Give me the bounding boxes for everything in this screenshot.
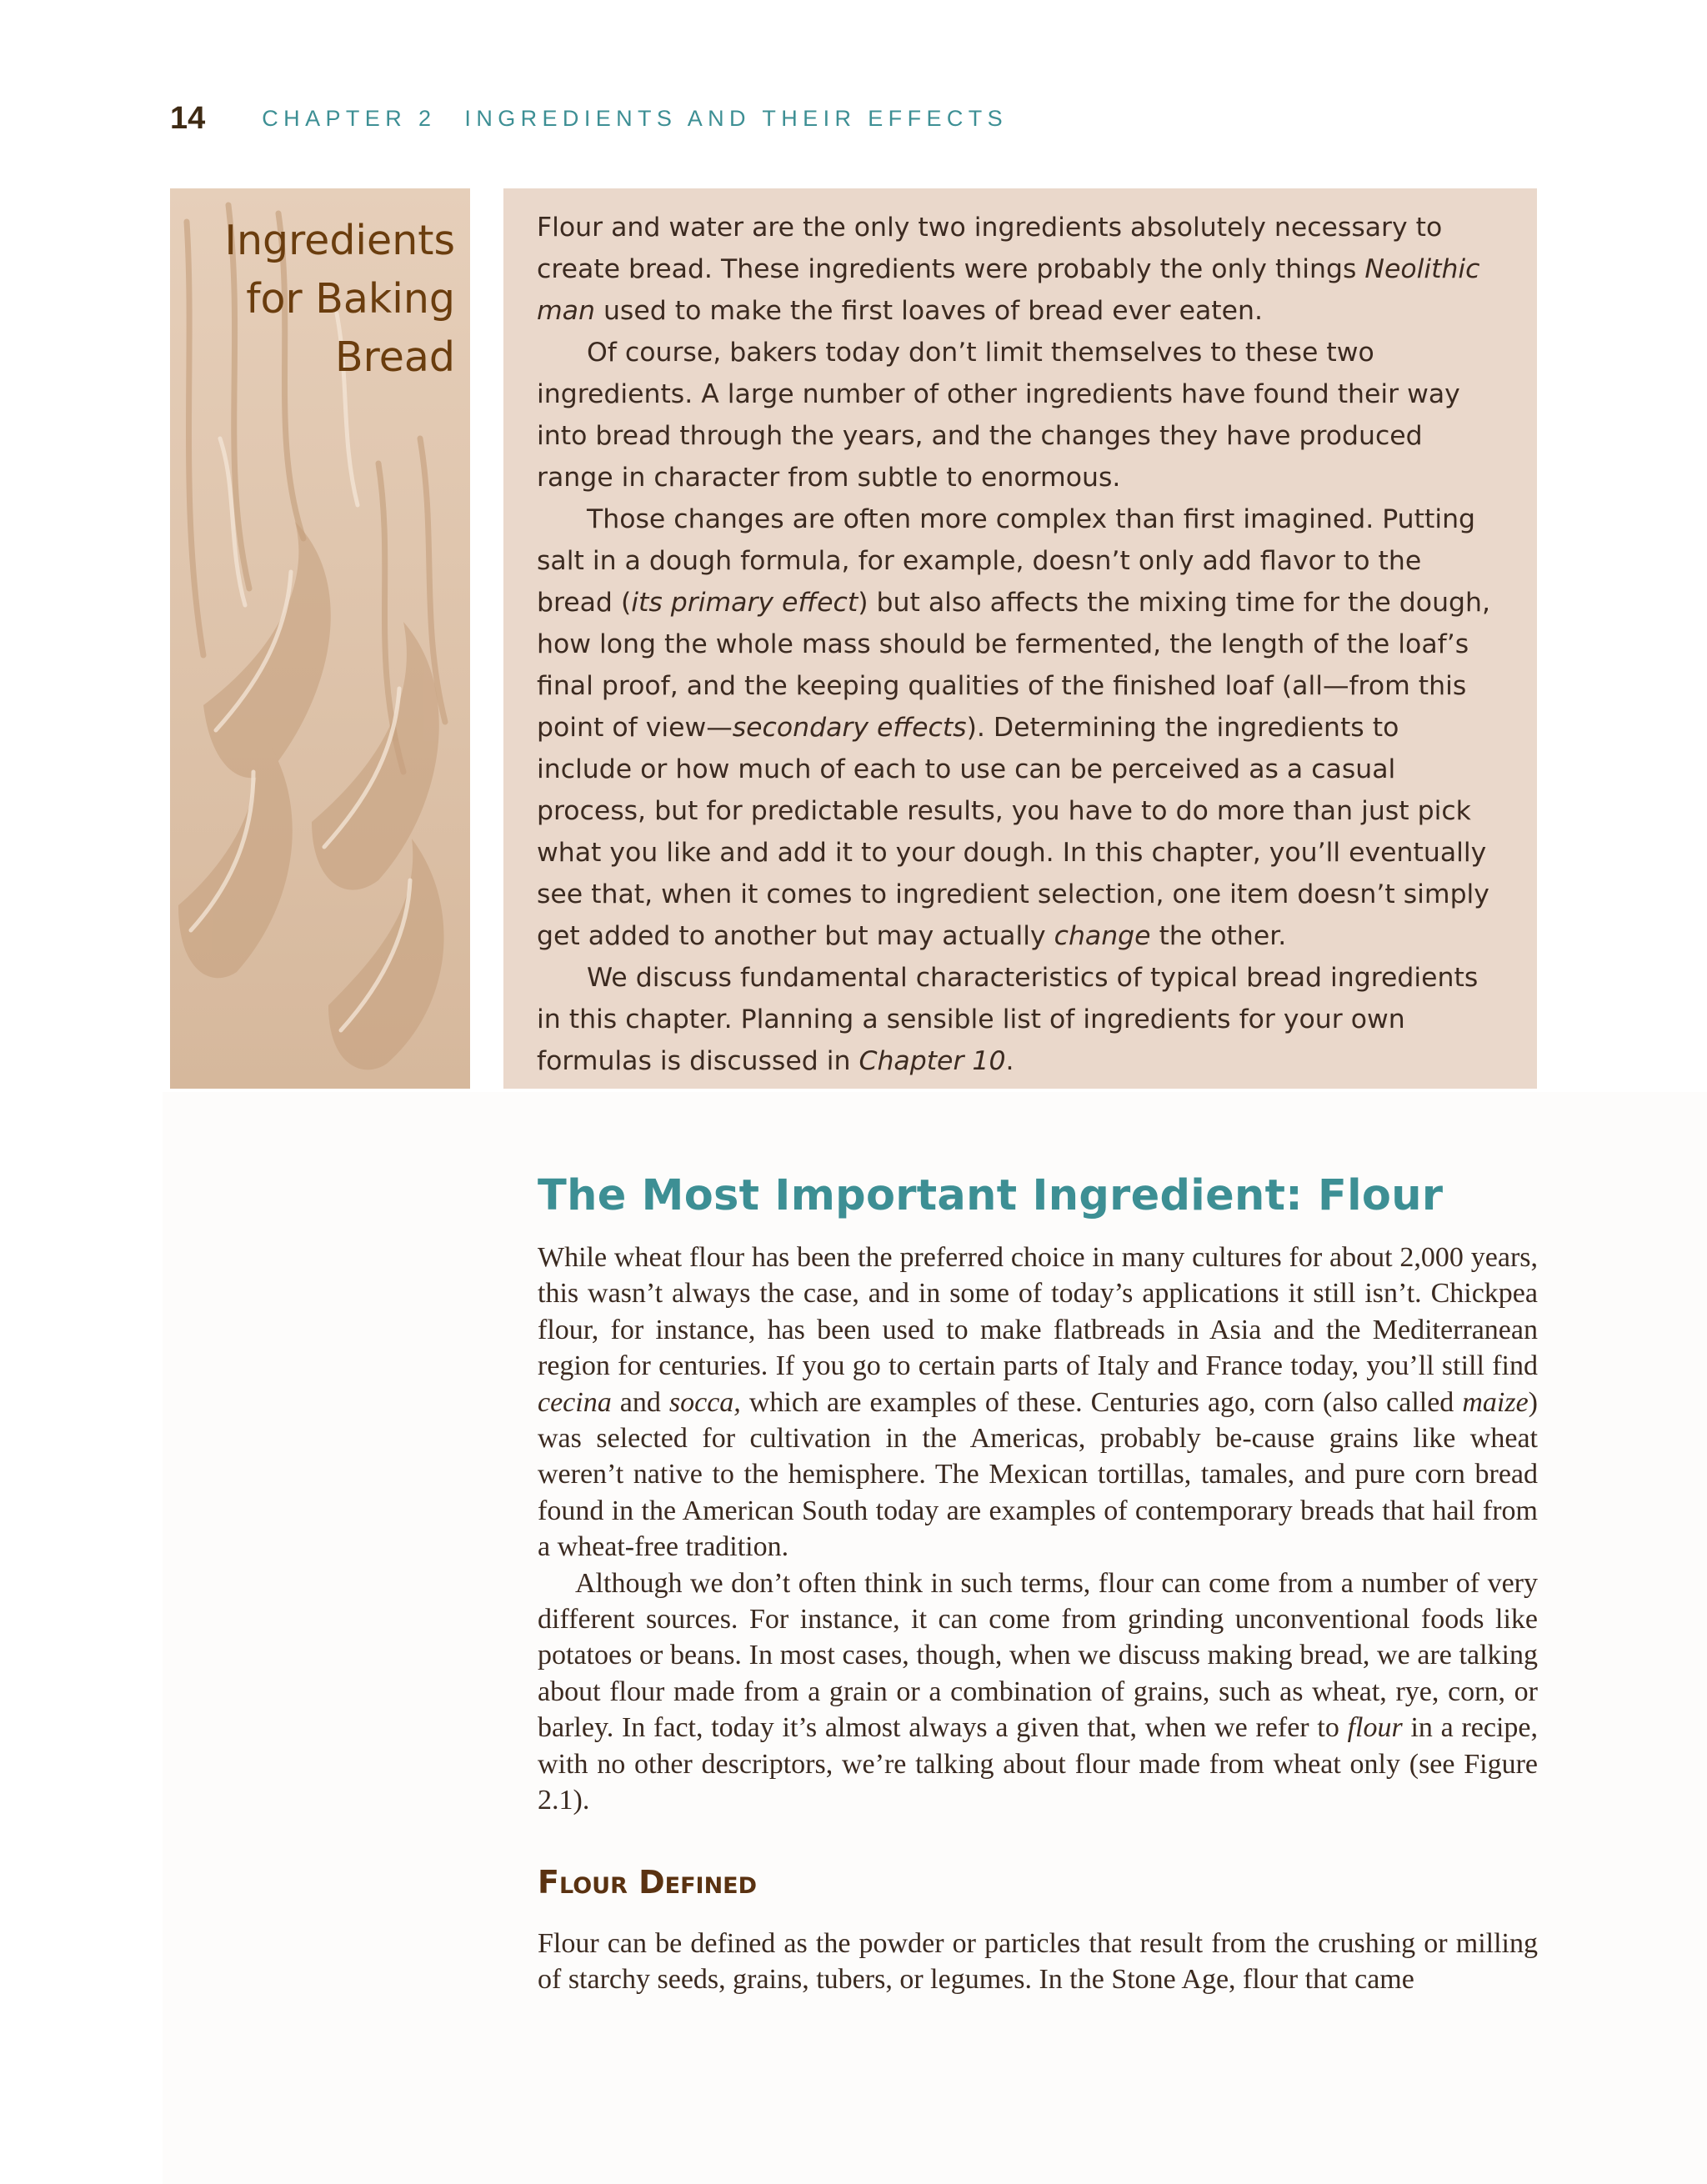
intro-text xyxy=(537,207,1495,1082)
page-number: 14 xyxy=(170,100,206,136)
body-paragraph xyxy=(538,1240,1538,1565)
intro-emphasis: Neolithic man xyxy=(537,254,1480,326)
chapter-label: CHAPTER 2 xyxy=(262,105,437,131)
sidebar-title: Ingredients for Baking Bread xyxy=(224,217,455,381)
intro-emphasis: secondary effects xyxy=(732,713,967,743)
body-text-run: which are examples of these. Centuries ago, corn (also called xyxy=(740,1386,1463,1418)
body-emphasis: socca, xyxy=(668,1386,741,1418)
body-text-run: While wheat flour has been the preferred choice in many cultures for about 2,000 years, this wasn’t always the case, and in some of today’s applications it still isn’t. Chickpea flour, for instance, has been used to make flatbreads in Asia and the Mediterranean region for centuries. If you go to certain parts of Italy and France today, you’ll still find xyxy=(538,1242,1538,1382)
running-header xyxy=(170,93,1008,143)
intro-paragraph xyxy=(537,207,1495,332)
subheading: Flour Defined xyxy=(538,1863,758,1901)
intro-text-run: the other. xyxy=(1150,921,1287,951)
body-emphasis: cecina xyxy=(538,1386,612,1418)
intro-paragraph xyxy=(537,957,1495,1082)
intro-text-run: Those changes are often more complex than first imagined. Putting salt in a dough formula, for example, doesn’t only add flavor to the bread ( xyxy=(537,504,1476,618)
body-paragraph xyxy=(538,1565,1538,1819)
intro-text-run: used to make the first loaves of bread ever eaten. xyxy=(594,296,1263,326)
intro-text-run: Flour and water are the only two ingredients absolutely necessary to create bread. These ingredients were probably the only things xyxy=(537,213,1443,284)
body-text xyxy=(538,1240,1538,1819)
section-heading: The Most Important Ingredient: Flour xyxy=(538,1171,1444,1220)
intro-text-run: We discuss fundamental characteristics of typical bread ingredients in this chapter. Planning a sensible list of ingredients for your own formulas is discussed in xyxy=(537,963,1479,1076)
body-emphasis: maize xyxy=(1462,1386,1529,1418)
intro-text-run: ). Determining the ingredients to include or how much of each to use can be perceived as a casual process, but for predictable results, you have to do more than just pick what you like and add it to your dough. In this chapter, you’ll eventually see that, when it comes to ingredient selection, one item doesn’t simply get added to another but may actually xyxy=(537,713,1489,951)
body-paragraph: Flour can be defined as the powder or particles that result from the crushing or milling of starchy seeds, grains, tubers, or legumes. In the Stone Age, flour that came xyxy=(538,1927,1538,1995)
body-text-run: in a recipe, with no other descriptors, we’re talking about flour made from wheat only (see Figure 2.1). xyxy=(538,1712,1539,1816)
body-text-run: and xyxy=(611,1386,669,1418)
main-column xyxy=(538,1163,1538,1997)
chapter-title: INGREDIENTS AND THEIR EFFECTS xyxy=(464,105,1009,131)
intro-box xyxy=(503,188,1537,1089)
intro-paragraph: Of course, bakers today don’t limit themselves to these two ingredients. A large number of other ingredients have found their way into bread through the years, and the changes they have produced range in character from subtle to enormous. xyxy=(537,338,1460,493)
intro-emphasis: change xyxy=(1054,921,1151,951)
running-head xyxy=(262,106,1008,132)
intro-emphasis: Chapter 10 xyxy=(859,1046,1006,1076)
body-text-2 xyxy=(538,1926,1538,1998)
body-text-run: Although we don’t often think in such terms, flour can come from a number of very different sources. For instance, it can come from grinding unconventional foods like potatoes or beans. In most cases, though, when we discuss making bread, we are talking about flour made from a grain or a combination of grains, such as wheat, rye, corn, or barley. In fact, today it’s almost always a given that, when we refer to xyxy=(538,1567,1538,1744)
body-text-run: ) was selected for cultivation in the Americas, probably be-cause grains like wheat weren’t native to the hemisphere. The Mexican tortillas, tamales, and pure corn bread found in the American South today are examples of contemporary breads that hail from a wheat-free tradition. xyxy=(538,1386,1538,1563)
intro-text-run: ) but also affects the mixing time for the dough, how long the whole mass should be fermented, the length of the loaf’s final proof, and the keeping qualities of the finished loaf (all—from this point of view— xyxy=(537,588,1491,743)
intro-paragraph xyxy=(537,498,1495,957)
intro-emphasis: its primary effect xyxy=(631,588,859,618)
sidebar-panel xyxy=(170,188,470,1089)
body-emphasis: flour xyxy=(1347,1712,1403,1744)
intro-text-run: . xyxy=(1005,1046,1014,1076)
